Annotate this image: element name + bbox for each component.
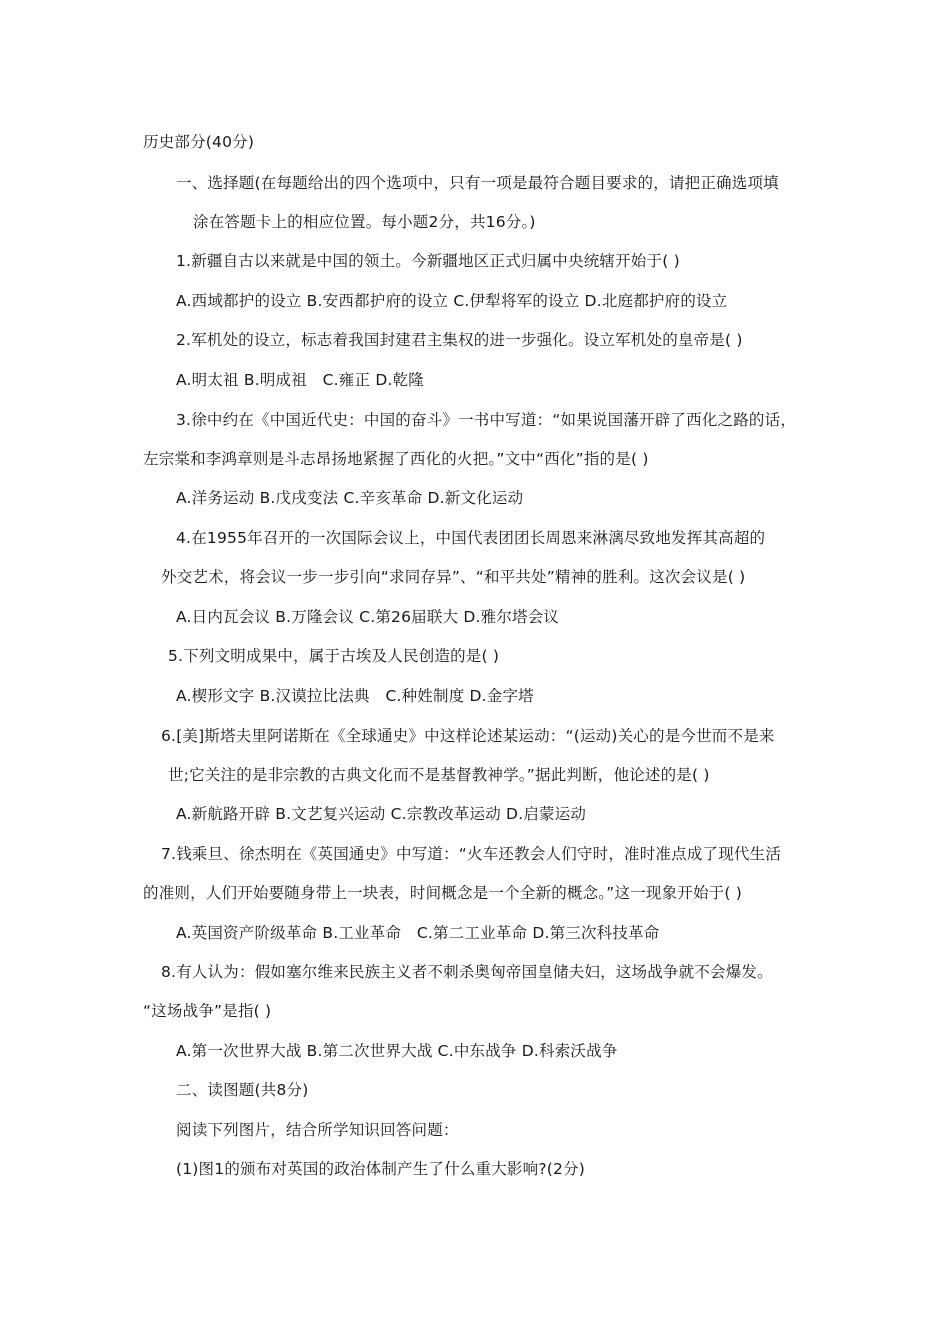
q3-stem-line1: 3.徐中约在《中国近代史：中国的奋斗》一书中写道：“如果说国藩开辟了西化之路的话，	[176, 411, 797, 429]
q8-stem-line1: 8.有人认为：假如塞尔维来民族主义者不刺杀奥匈帝国皇储夫妇，这场战争就不会爆发。	[161, 963, 773, 981]
part2-heading: 二、读图题(共8分)	[176, 1081, 309, 1099]
q4-options: A.日内瓦会议 B.万隆会议 C.第26届联大 D.雅尔塔会议	[176, 608, 560, 626]
q7-options: A.英国资产阶级革命 B.工业革命 C.第二工业革命 D.第三次科技革命	[176, 924, 660, 942]
q6-stem-line1: 6.[美]斯塔夫里阿诺斯在《全球通史》中这样论述某运动：“(运动)关心的是今世而不是来	[161, 727, 775, 745]
q1-options: A.西域都护的设立 B.安西都护府的设立 C.伊犁将军的设立 D.北庭都护府的设立	[176, 292, 728, 310]
q8-stem-line2: “这场战争”是指( )	[143, 1002, 272, 1020]
q5-options: A.楔形文字 B.汉谟拉比法典 C.种姓制度 D.金字塔	[176, 687, 534, 705]
section-title: 历史部分(40分)	[143, 133, 255, 151]
q8-options: A.第一次世界大战 B.第二次世界大战 C.中东战争 D.科索沃战争	[176, 1042, 618, 1060]
part1-heading-line2: 涂在答题卡上的相应位置。每小题2分，共16分。)	[193, 213, 536, 231]
q2-options: A.明太祖 B.明成祖 C.雍正 D.乾隆	[176, 371, 424, 389]
q5-stem: 5.下列文明成果中，属于古埃及人民创造的是( )	[168, 647, 500, 665]
part2-intro: 阅读下列图片，结合所学知识回答问题：	[176, 1121, 459, 1139]
part1-heading-line1: 一、选择题(在每题给出的四个选项中，只有一项是最符合题目要求的，请把正确选项填	[176, 174, 779, 192]
q3-stem-line2: 左宗棠和李鸿章则是斗志昂扬地紧握了西化的火把。”文中“西化”指的是( )	[143, 450, 649, 468]
q4-stem-line1: 4.在1955年召开的一次国际会议上，中国代表团团长周恩来淋漓尽致地发挥其高超的	[176, 529, 766, 547]
q6-stem-line2: 世;它关注的是非宗教的古典文化而不是基督教神学。”据此判断，他论述的是( )	[168, 766, 710, 784]
q1-stem: 1.新疆自古以来就是中国的领土。今新疆地区正式归属中央统辖开始于( )	[176, 252, 680, 270]
q4-stem-line2: 外交艺术，将会议一步一步引向“求同存异”、“和平共处”精神的胜利。这次会议是( )	[161, 568, 746, 586]
q2-stem: 2.军机处的设立，标志着我国封建君主集权的进一步强化。设立军机处的皇帝是( )	[176, 331, 743, 349]
q3-options: A.洋务运动 B.戊戌变法 C.辛亥革命 D.新文化运动	[176, 489, 524, 507]
q7-stem-line2: 的准则，人们开始要随身带上一块表，时间概念是一个全新的概念。”这一现象开始于( )	[143, 884, 743, 902]
part2-q1: (1)图1的颁布对英国的政治体制产生了什么重大影响?(2分)	[176, 1160, 586, 1178]
q6-options: A.新航路开辟 B.文艺复兴运动 C.宗教改革运动 D.启蒙运动	[176, 805, 587, 823]
q7-stem-line1: 7.钱乘旦、徐杰明在《英国通史》中写道：“火车还教会人们守时，准时准点成了现代生活	[161, 845, 782, 863]
